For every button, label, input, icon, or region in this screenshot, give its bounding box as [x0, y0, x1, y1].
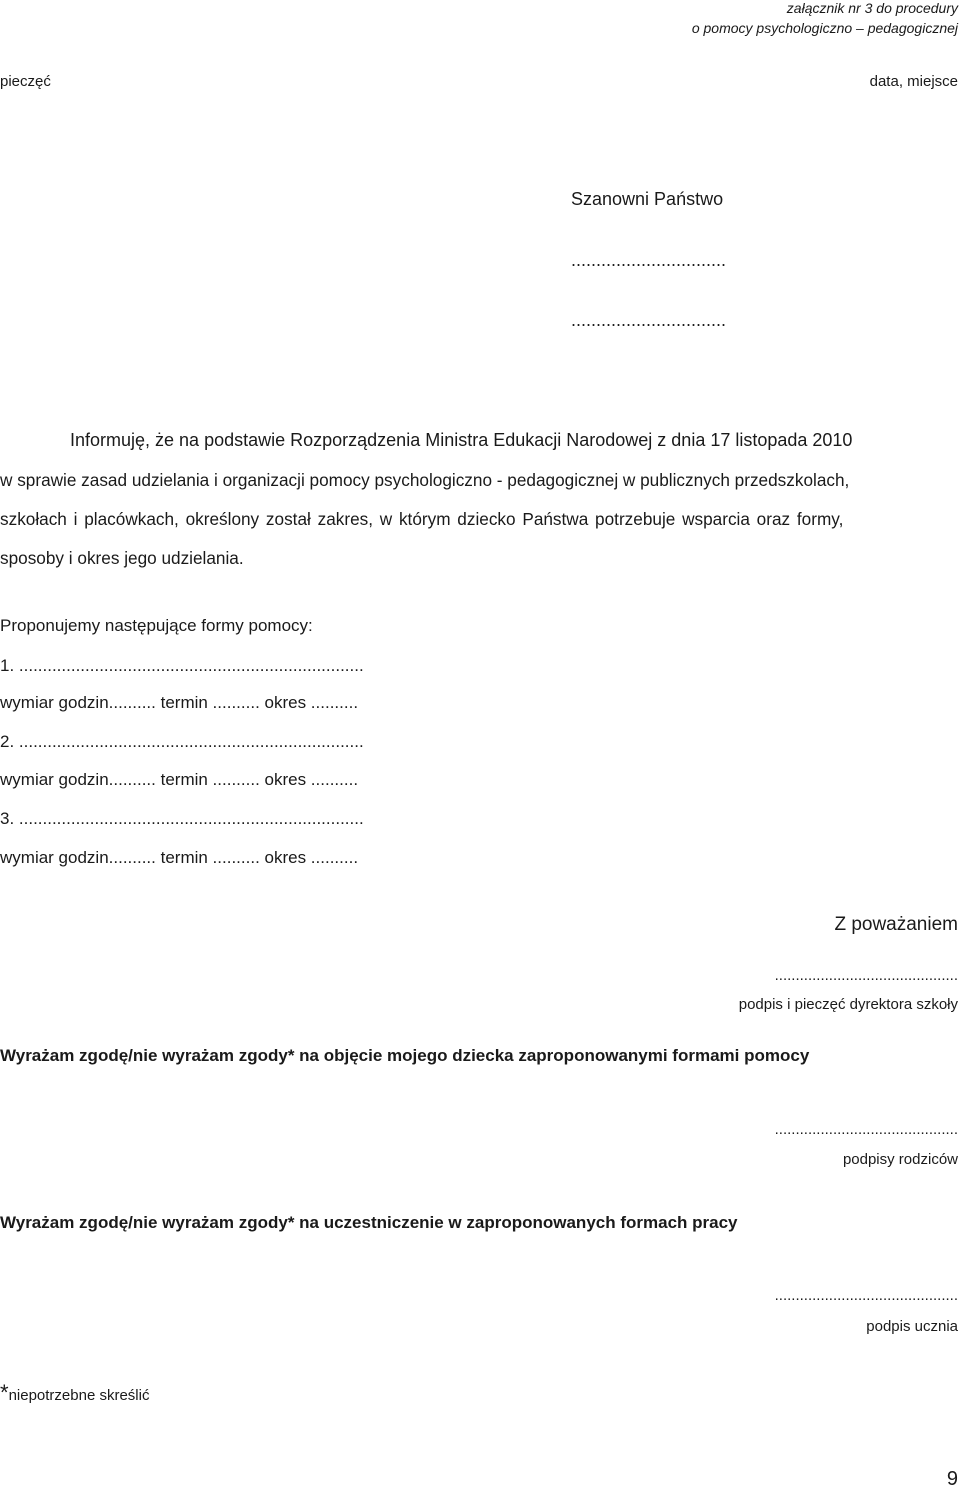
footnote	[0, 1380, 149, 1406]
footnote-star: *	[0, 1380, 9, 1405]
parents-signature-dots: ............................................	[774, 1121, 958, 1138]
stamp-label: pieczęć	[0, 73, 51, 90]
date-place-label: data, miejsce	[869, 73, 958, 90]
form-item-2-details: wymiar godzin.......... termin .......... okres ..........	[0, 770, 359, 789]
forms-heading: Proponujemy następujące formy pomocy:	[0, 616, 313, 635]
addressee-line1: ...............................	[571, 250, 727, 270]
student-signature-dots: ............................................	[774, 1287, 958, 1304]
form-item-1-number: 1. .........................................................................	[0, 656, 364, 675]
attachment-header-line2: o pomocy psychologiczno – pedagogicznej	[691, 20, 958, 36]
form-item-3-number: 3. .........................................................................	[0, 809, 364, 828]
consent-work-forms: Wyrażam zgodę/nie wyrażam zgody* na uczestniczenie w zaproponowanych formach pracy	[0, 1213, 738, 1232]
director-signature-label: podpis i pieczęć dyrektora szkoły	[738, 996, 958, 1013]
paragraph-line1: Informuję, że na podstawie Rozporządzenia Ministra Edukacji Narodowej z dnia 17 listopada 2010	[70, 430, 853, 450]
form-item-2-number: 2. .........................................................................	[0, 732, 364, 751]
greeting: Szanowni Państwo	[571, 189, 724, 209]
paragraph-line3: szkołach i placówkach, określony został zakres, w którym dziecko Państwa potrzebuje wsparcia oraz formy,	[0, 509, 844, 529]
footnote-text: niepotrzebne skreślić	[8, 1387, 150, 1404]
parents-signature-label: podpisy rodziców	[842, 1151, 958, 1168]
attachment-header-line1: załącznik nr 3 do procedury	[786, 0, 958, 16]
director-signature-dots: ............................................	[774, 967, 958, 984]
closing-regards: Z poważaniem	[834, 914, 958, 935]
addressee-line2: ...............................	[571, 310, 727, 330]
student-signature-label: podpis ucznia	[866, 1318, 958, 1335]
paragraph-line4: sposoby i okres jego udzielania.	[0, 548, 244, 568]
page-number: 9	[946, 1468, 958, 1490]
paragraph-line2: w sprawie zasad udzielania i organizacji pomocy psychologiczno - pedagogicznej w publicznych przedszkolach,	[0, 470, 850, 490]
form-item-3-details: wymiar godzin.......... termin .......... okres ..........	[0, 848, 359, 867]
consent-help-forms: Wyrażam zgodę/nie wyrażam zgody* na objęcie mojego dziecka zaproponowanymi formami pomocy	[0, 1046, 810, 1065]
form-item-1-details: wymiar godzin.......... termin .......... okres ..........	[0, 693, 359, 712]
